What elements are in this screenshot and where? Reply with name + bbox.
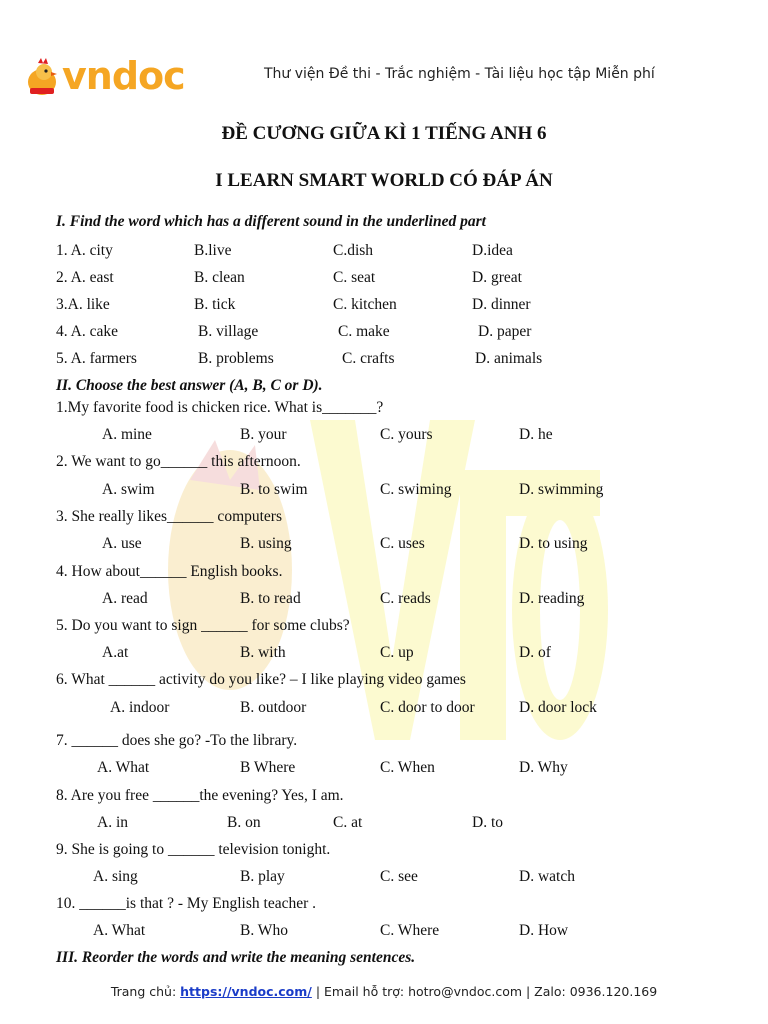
section3-heading: III. Reorder the words and write the meaning sentences. [56, 949, 416, 966]
answer-options-row [0, 644, 768, 666]
section1-row [0, 269, 768, 291]
answer-option: D. door lock [519, 699, 597, 716]
vndoc-logo[interactable] [24, 56, 194, 100]
answer-option: C. see [380, 868, 418, 885]
section1-row [0, 296, 768, 318]
section1-option: C.dish [333, 242, 374, 259]
section1-option: C. crafts [342, 350, 395, 367]
question-text: 6. What ______ activity do you like? – I like playing video games [56, 671, 466, 688]
section1-row [0, 242, 768, 264]
answer-option: C. When [380, 759, 435, 776]
answer-option: B. your [240, 426, 287, 443]
section1-option: D. animals [475, 350, 543, 367]
section1-option: 4. A. cake [56, 323, 118, 340]
section1-option: C. kitchen [333, 296, 397, 313]
answer-option: A. sing [93, 868, 138, 885]
answer-options-row [0, 922, 768, 944]
answer-option: B. Who [240, 922, 288, 939]
question-text: 10. ______is that ? - My English teacher . [56, 895, 317, 912]
answer-option: A. What [97, 759, 150, 776]
question-text: 9. She is going to ______ television tonight. [56, 841, 331, 858]
answer-option: A. read [102, 590, 148, 607]
answer-options-row [0, 481, 768, 503]
section1-row [0, 323, 768, 345]
answer-option: A.at [102, 644, 129, 661]
footer-home-link[interactable]: https://vndoc.com/ [180, 984, 312, 999]
answer-option: A. in [97, 814, 128, 831]
answer-option: C. uses [380, 535, 425, 552]
answer-option: B. to swim [240, 481, 308, 498]
answer-options-row [0, 868, 768, 890]
footer-contact: | Email hỗ trợ: hotro@vndoc.com | Zalo: 0936.120.169 [311, 984, 658, 999]
answer-option: C. at [333, 814, 363, 831]
section1-option: B.live [194, 242, 232, 259]
answer-option: C. up [380, 644, 414, 661]
question-text: 2. We want to go______ this afternoon. [56, 453, 301, 470]
answer-option: D. of [519, 644, 551, 661]
answer-option: D. to [472, 814, 503, 831]
question-text: 5. Do you want to sign ______ for some clubs? [56, 617, 350, 634]
section1-option: B. problems [198, 350, 274, 367]
section1-option: C. seat [333, 269, 376, 286]
answer-option: A. indoor [110, 699, 170, 716]
document-title-line2: I LEARN SMART WORLD CÓ ĐÁP ÁN [215, 170, 553, 191]
answer-options-row [0, 699, 768, 721]
section1-option: 3.A. like [56, 296, 110, 313]
answer-option: A. mine [102, 426, 152, 443]
answer-options-row [0, 535, 768, 557]
question-text: 3. She really likes______ computers [56, 508, 282, 525]
header-tagline: Thư viện Đề thi - Trắc nghiệm - Tài liệu học tập Miễn phí [264, 66, 655, 82]
section1-heading: I. Find the word which has a different sound in the underlined part [56, 213, 486, 230]
answer-option: C. Where [380, 922, 440, 939]
answer-option: B Where [240, 759, 296, 776]
question-text: 8. Are you free ______the evening? Yes, I am. [56, 787, 344, 804]
answer-option: B. on [227, 814, 261, 831]
section1-option: 1. A. city [56, 242, 113, 259]
question-text: 7. ______ does she go? -To the library. [56, 732, 298, 749]
logo-text: vndoc [62, 54, 185, 98]
question-text: 4. How about______ English books. [56, 563, 283, 580]
section1-row [0, 350, 768, 372]
answer-option: D. Why [519, 759, 568, 776]
answer-option: C. swiming [380, 481, 452, 498]
section1-option: B. village [198, 323, 259, 340]
page-footer [0, 984, 768, 999]
answer-option: B. using [240, 535, 292, 552]
answer-option: C. door to door [380, 699, 475, 716]
answer-option: D. he [519, 426, 553, 443]
answer-option: D. to using [519, 535, 588, 552]
answer-option: A. use [102, 535, 142, 552]
answer-option: C. yours [380, 426, 433, 443]
section1-option: C. make [338, 323, 390, 340]
answer-option: D. How [519, 922, 569, 939]
footer-prefix: Trang chủ: [110, 984, 181, 999]
section1-option: 5. A. farmers [56, 350, 137, 367]
answer-option: D. watch [519, 868, 575, 885]
answer-option: B. outdoor [240, 699, 307, 716]
answer-option: A. swim [102, 481, 155, 498]
answer-options-row [0, 590, 768, 612]
answer-option: B. to read [240, 590, 301, 607]
answer-options-row [0, 426, 768, 448]
section1-option: D. dinner [472, 296, 531, 313]
answer-option: B. with [240, 644, 286, 661]
answer-option: D. reading [519, 590, 585, 607]
rooster-mascot-icon [24, 58, 62, 98]
section1-option: D.idea [472, 242, 513, 259]
section1-option: D. paper [478, 323, 532, 340]
document-title-line1: ĐỀ CƯƠNG GIỮA KÌ 1 TIẾNG ANH 6 [221, 123, 547, 144]
answer-option: A. What [93, 922, 146, 939]
section1-option: B. tick [194, 296, 236, 313]
section2-heading: II. Choose the best answer (A, B, C or D). [56, 377, 323, 394]
section1-option: 2. A. east [56, 269, 114, 286]
answer-option: C. reads [380, 590, 431, 607]
answer-options-row [0, 814, 768, 836]
section1-option: B. clean [194, 269, 245, 286]
section1-option: D. great [472, 269, 522, 286]
question-text: 1.My favorite food is chicken rice. What is_______? [56, 399, 384, 416]
answer-option: B. play [240, 868, 285, 885]
answer-options-row [0, 759, 768, 781]
answer-option: D. swimming [519, 481, 604, 498]
